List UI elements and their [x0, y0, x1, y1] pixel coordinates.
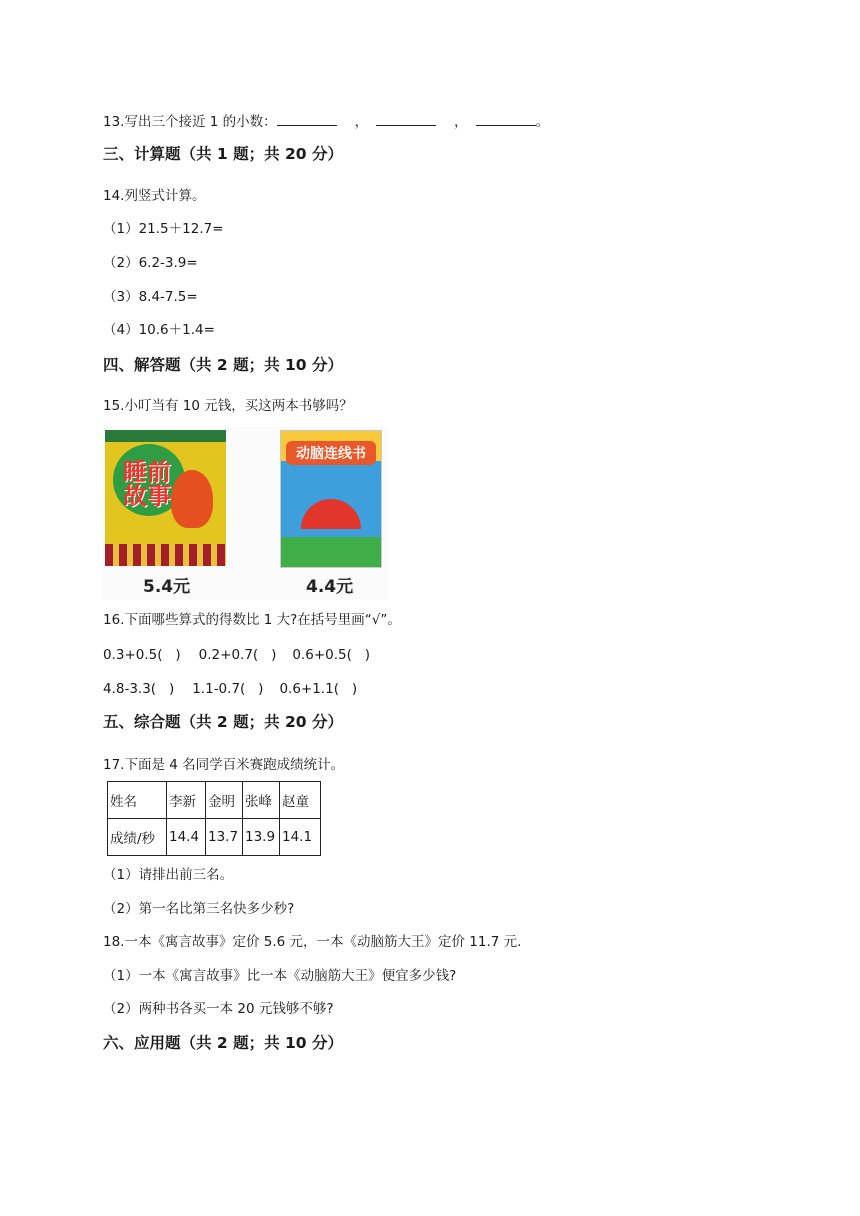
- q16-row-2: [103, 679, 357, 699]
- table-cell: 赵童: [280, 782, 321, 819]
- question-17: 17.下面是 4 名同学百米赛跑成绩统计。: [103, 757, 345, 773]
- answer-blank-3[interactable]: [476, 111, 536, 126]
- q16-expr[interactable]: 0.6+1.1( ): [279, 681, 358, 697]
- section-6-heading: 六、应用题（共 2 题；共 10 分）: [103, 1034, 343, 1052]
- books-image: [103, 427, 388, 600]
- table-cell: 14.4: [167, 819, 206, 856]
- q13-sep2: ，: [454, 114, 468, 130]
- q13-text: 13.写出三个接近 1 的小数：: [103, 114, 277, 130]
- squirrel-illustration: [171, 470, 213, 528]
- section-4-heading: 四、解答题（共 2 题；共 10 分）: [103, 356, 343, 374]
- table-cell: 13.7: [206, 819, 243, 856]
- umbrella-illustration: [301, 499, 361, 529]
- q14-item-1: （1）21.5＋12.7=: [103, 221, 224, 237]
- table-row: [108, 819, 321, 856]
- q13-end: 。: [535, 114, 550, 130]
- q14-item-3: （3）8.4-7.5=: [103, 289, 198, 305]
- book1-price: 5.4元: [143, 577, 191, 597]
- question-18: 18.一本《寓言故事》定价 5.6 元，一本《动脑筋大王》定价 11.7 元.: [103, 934, 522, 950]
- book1-title-line2: 故事: [123, 482, 171, 510]
- book2-price: 4.4元: [306, 577, 354, 597]
- q16-row-1: [103, 645, 370, 665]
- question-15: 15.小叮当有 10 元钱，买这两本书够吗？: [103, 398, 353, 414]
- table-cell: 张峰: [243, 782, 280, 819]
- question-13: [103, 111, 549, 132]
- question-14: 14.列竖式计算。: [103, 188, 206, 204]
- q13-sep1: ，: [354, 114, 369, 130]
- table-cell: 金明: [206, 782, 243, 819]
- race-results-table: [107, 781, 321, 856]
- section-3-heading: 三、计算题（共 1 题；共 20 分）: [103, 145, 343, 163]
- book2-title: 动脑连线书: [286, 441, 376, 465]
- q18-sub-2: （2）两种书各买一本 20 元钱够不够?: [103, 1001, 334, 1017]
- book-cover-brain-puzzle: [280, 430, 382, 568]
- q17-sub-2: （2）第一名比第三名快多少秒?: [103, 901, 295, 917]
- section-5-heading: 五、综合题（共 2 题；共 20 分）: [103, 713, 343, 731]
- table-cell: 李新: [167, 782, 206, 819]
- table-cell: 14.1: [280, 819, 321, 856]
- book-cover-bedtime-stories: [105, 430, 226, 566]
- question-16: 16.下面哪些算式的得数比 1 大?在括号里画“√”。: [103, 612, 401, 628]
- table-header-row: [108, 782, 321, 819]
- q16-expr[interactable]: 1.1-0.7( ): [192, 681, 264, 697]
- book1-title-line1: 睡前: [123, 458, 171, 486]
- q16-expr[interactable]: 0.6+0.5( ): [292, 647, 371, 663]
- q14-item-2: （2）6.2-3.9=: [103, 255, 198, 271]
- table-cell: 姓名: [108, 782, 167, 819]
- q16-expr[interactable]: 4.8-3.3( ): [103, 681, 175, 697]
- q18-sub-1: （1）一本《寓言故事》比一本《动脑筋大王》便宜多少钱?: [103, 968, 457, 984]
- q16-expr[interactable]: 0.2+0.7( ): [198, 647, 277, 663]
- table-cell: 13.9: [243, 819, 280, 856]
- q14-item-4: （4）10.6＋1.4=: [103, 322, 215, 338]
- table-cell: 成绩/秒: [108, 819, 167, 856]
- q17-sub-1: （1）请排出前三名。: [103, 867, 234, 883]
- q16-expr[interactable]: 0.3+0.5( ): [103, 647, 181, 663]
- answer-blank-2[interactable]: [376, 111, 436, 126]
- answer-blank-1[interactable]: [277, 111, 337, 126]
